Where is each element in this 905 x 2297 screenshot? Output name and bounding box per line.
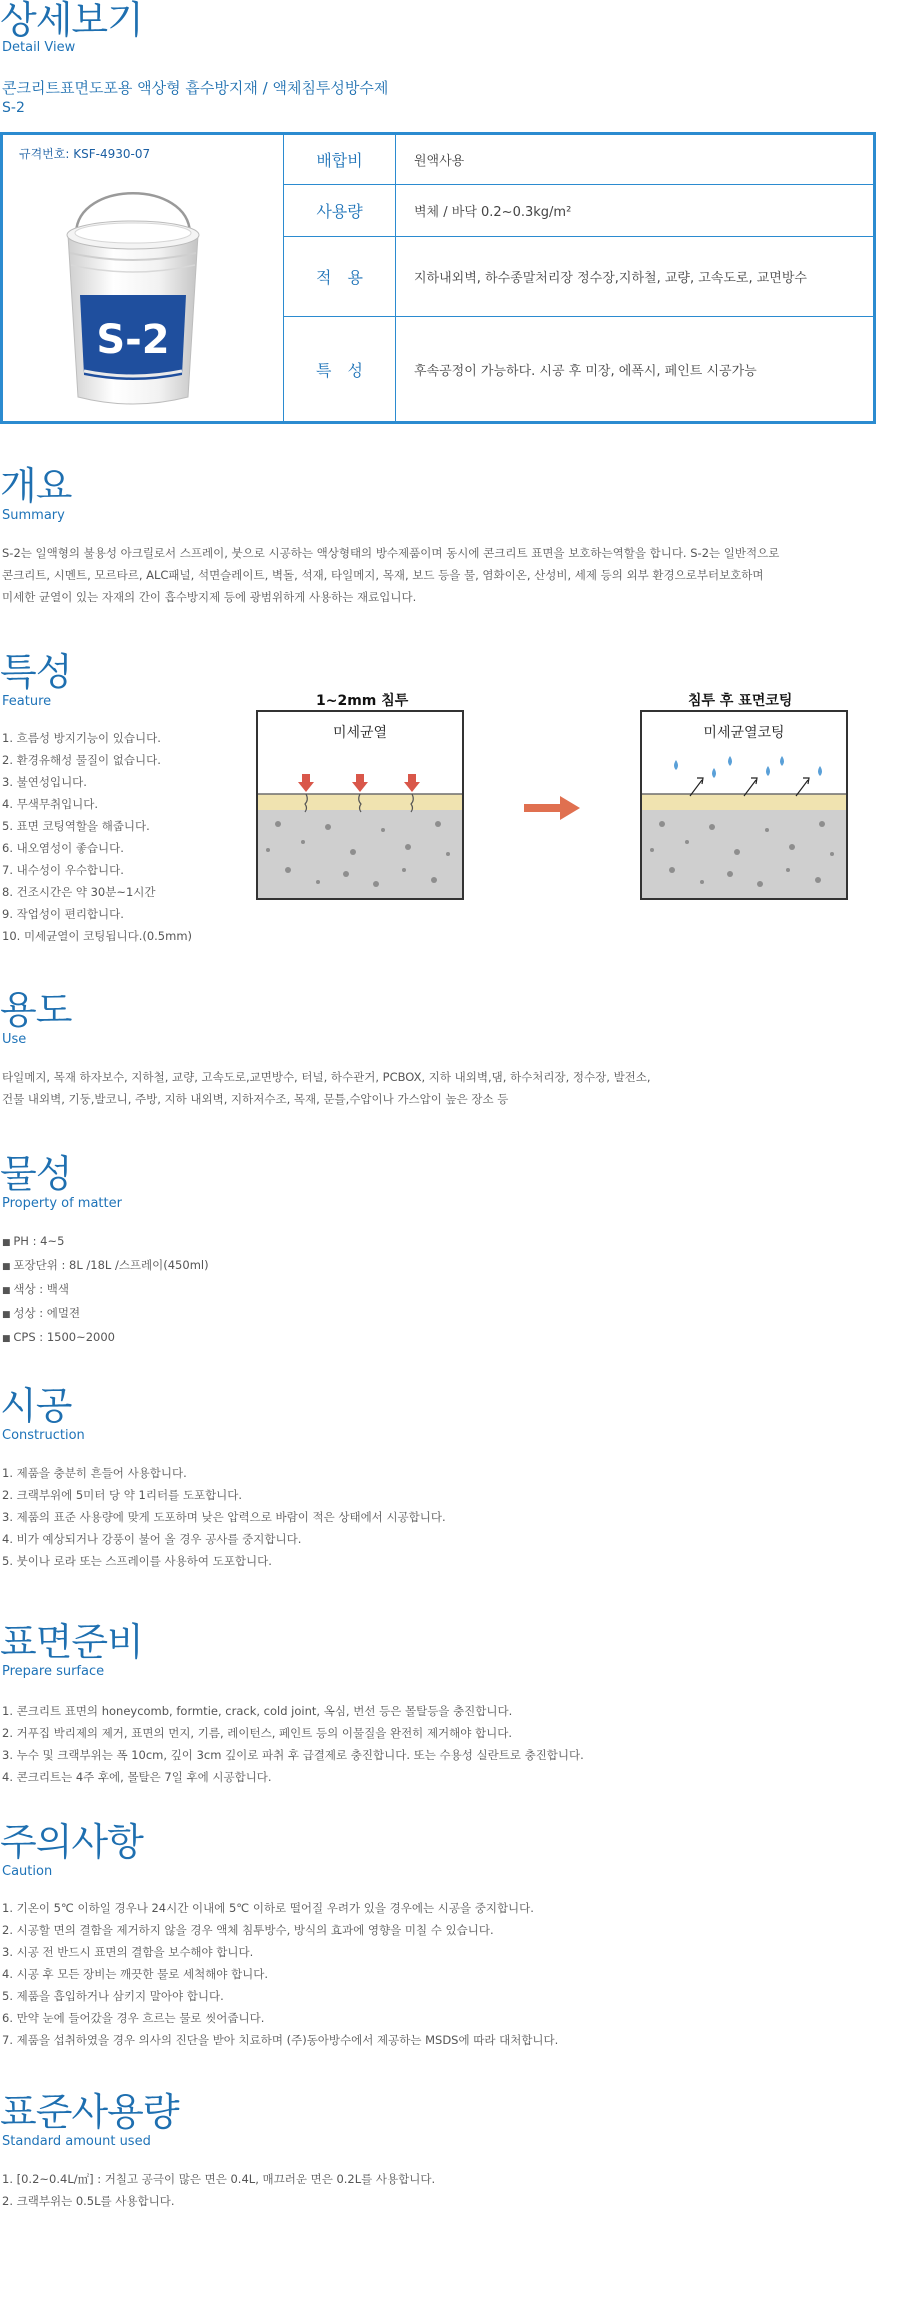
list-item: 1. 흐름성 방지기능이 있습니다. (2, 731, 161, 745)
caution-title: 주의사항 (0, 1820, 143, 1864)
penetration-illustration (258, 712, 462, 898)
list-item: 5. 붓이나 로라 또는 스프레이를 사용하여 도포합니다. (2, 1554, 272, 1568)
spec-value-mix: 원액사용 (414, 154, 465, 169)
list-item: ■ CPS : 1500~2000 (2, 1330, 115, 1344)
list-item: 6. 내오염성이 좋습니다. (2, 841, 124, 855)
construction-title: 시공 (0, 1384, 72, 1428)
list-item: 3. 제품의 표준 사용량에 맞게 도포하며 낮은 압력으로 바람이 적은 상태에서 시공합니다. (2, 1510, 446, 1524)
standard-subtitle: Standard amount used (2, 2134, 151, 2149)
standard-list (2, 2168, 435, 2212)
spec-value-application: 지하내외벽, 하수종말처리장 정수장,지하철, 교량, 고속도로, 교면방수 (414, 271, 807, 286)
product-image-cell (3, 135, 284, 421)
diagram-right-title: 침투 후 표면코팅 (688, 693, 793, 709)
list-item: ■ 성상 : 에멀젼 (2, 1306, 81, 1320)
caution-list (2, 1897, 558, 2051)
list-item: 7. 내수성이 우수합니다. (2, 863, 124, 877)
diagram-left-title: 1~2mm 침투 (316, 693, 409, 709)
list-item: 7. 제품을 섭취하였을 경우 의사의 진단을 받아 치료하며 (주)동아방수에서 제공하는 MSDS에 따라 대처합니다. (2, 2033, 559, 2047)
feature-title: 특성 (0, 650, 72, 694)
standard-number: 규격번호: KSF-4930-07 (19, 147, 151, 161)
prepare-list (2, 1700, 584, 1788)
construction-list (2, 1462, 446, 1572)
list-item: 3. 누수 및 크랙부위는 폭 10cm, 깊이 3cm 깊이로 파취 후 급결제로 충진합니다. 또는 수용성 실란트로 충진합니다. (2, 1748, 584, 1762)
page-subtitle: Detail View (2, 40, 76, 55)
summary-subtitle: Summary (2, 508, 65, 523)
list-item: ■ PH : 4~5 (2, 1234, 65, 1248)
feature-list (2, 727, 192, 947)
diagram-left-panel (256, 710, 464, 900)
property-list (2, 1230, 209, 1350)
spec-value-usage: 벽체 / 바닥 0.2~0.3kg/m² (414, 205, 572, 220)
caution-subtitle: Caution (2, 1864, 53, 1879)
list-item: 10. 미세균열이 코팅됩니다.(0.5mm) (2, 929, 193, 943)
coating-illustration (642, 712, 846, 898)
page-title: 상세보기 (0, 0, 143, 42)
product-code: S-2 (2, 100, 25, 116)
list-item: ■ 포장단위 : 8L /18L /스프레이(450ml) (2, 1258, 209, 1272)
list-item: 2. 거푸집 박리제의 제거, 표면의 먼지, 기름, 레이턴스, 페인트 등의 이물질을 완전히 제거해야 합니다. (2, 1726, 513, 1740)
prepare-subtitle: Prepare surface (2, 1664, 105, 1679)
use-subtitle: Use (2, 1032, 27, 1047)
property-title: 물성 (0, 1152, 72, 1196)
spec-value-characteristics: 후속공정이 가능하다. 시공 후 미장, 에폭시, 페인트 시공가능 (414, 363, 757, 379)
product-bucket-image (58, 175, 208, 415)
spec-label-characteristics: 특 성 (284, 317, 396, 421)
standard-title: 표준사용량 (0, 2090, 179, 2134)
list-item: 2. 환경유해성 물질이 없습니다. (2, 753, 161, 767)
list-item: 4. 시공 후 모든 장비는 깨끗한 물로 세척해야 합니다. (2, 1967, 269, 1981)
list-item: 1. 콘크리트 표면의 honeycomb, formtie, crack, cold joint, 옥심, 번선 등은 몰탈등을 충진합니다. (2, 1704, 513, 1718)
list-item: 5. 표면 코팅역할을 해줍니다. (2, 819, 150, 833)
list-item: 4. 무색무취입니다. (2, 797, 99, 811)
prepare-title: 표면준비 (0, 1620, 143, 1664)
list-item: 5. 제품을 흡입하거나 삼키지 말아야 합니다. (2, 1989, 224, 2003)
spec-row-usage (284, 185, 873, 237)
list-item: 1. [0.2~0.4L/㎡] : 거칠고 공극이 많은 면은 0.4L, 매끄러운 면은 0.2L를 사용합니다. (2, 2172, 436, 2186)
spec-table (0, 132, 876, 424)
list-item: 1. 제품을 충분히 흔들어 사용합니다. (2, 1466, 187, 1480)
spec-label-mix: 배합비 (284, 135, 396, 184)
list-item: 1. 기온이 5℃ 이하일 경우나 24시간 이내에 5℃ 이하로 떨어질 우려가 있을 경우에는 시공을 중지합니다. (2, 1901, 534, 1915)
list-item: 3. 불연성입니다. (2, 775, 87, 789)
diagram-left-label: 미세균열 (332, 725, 388, 741)
list-item: 2. 크랙부위는 0.5L를 사용합니다. (2, 2194, 175, 2208)
use-text: 타일메지, 목재 하자보수, 지하철, 교량, 고속도로,교면방수, 터널, 하수관거, PCBOX, 지하 내외벽,댐, 하수처리장, 정수장, 발전소, 건물 내외벽, 기둥,발코니, 주방, 지하 내외벽, 지하저수조, 목재, 문틀,수압이나 가스압이 높은 장소 등 (2, 1070, 651, 1106)
list-item: 8. 건조시간은 약 30분~1시간 (2, 885, 156, 899)
feature-subtitle: Feature (2, 694, 52, 709)
spec-row-application (284, 237, 873, 317)
spec-label-application: 적 용 (284, 237, 396, 316)
list-item: 6. 만약 눈에 들어갔을 경우 흐르는 물로 씻어줍니다. (2, 2011, 265, 2025)
use-title: 용도 (0, 988, 72, 1032)
spec-label-usage: 사용량 (284, 185, 396, 236)
spec-row-characteristics (284, 317, 873, 421)
diagram-right-label: 미세균열코팅 (703, 725, 785, 741)
spec-row-mix (284, 135, 873, 185)
list-item: 3. 시공 전 반드시 표면의 결함을 보수해야 합니다. (2, 1945, 254, 1959)
property-subtitle: Property of matter (2, 1196, 122, 1211)
right-arrow-icon (524, 796, 580, 820)
product-name: 콘크리트표면도포용 액상형 흡수방지재 / 액체침투성방수제 (2, 79, 389, 97)
list-item: 4. 콘크리트는 4주 후에, 몰탈은 7일 후에 시공합니다. (2, 1770, 272, 1784)
summary-title: 개요 (0, 464, 72, 508)
list-item: 2. 크랙부위에 5미터 당 약 1리터를 도포합니다. (2, 1488, 243, 1502)
list-item: 2. 시공할 면의 결함을 제거하지 않을 경우 액체 침투방수, 방식의 효과에 영향을 미칠 수 있습니다. (2, 1923, 494, 1937)
list-item: 9. 작업성이 편리합니다. (2, 907, 124, 921)
bucket-label: S-2 (96, 317, 170, 363)
summary-text: S-2는 일액형의 불용성 아크릴로서 스프레이, 붓으로 시공하는 액상형태의 방수제품이며 동시에 콘크리트 표면을 보호하는역할을 합니다. S-2는 일반적으로 콘크리트, 시멘트, 모르타르, ALC패널, 석면슬레이트, 벽돌, 석재, 타일메지, 목재, 보드 등을 물, 염화이온, 산성비, 세제 등의 외부 환경으로부터보호하며 미세한 균열이 있는 자재의 간이 흡수방지제 등에 광범위하게 사용하는 재료입니다. (2, 546, 780, 604)
list-item: 4. 비가 예상되거나 강풍이 불어 올 경우 공사를 중지합니다. (2, 1532, 302, 1546)
list-item: ■ 색상 : 백색 (2, 1282, 69, 1296)
construction-subtitle: Construction (2, 1428, 85, 1443)
diagram-right-panel (640, 710, 848, 900)
